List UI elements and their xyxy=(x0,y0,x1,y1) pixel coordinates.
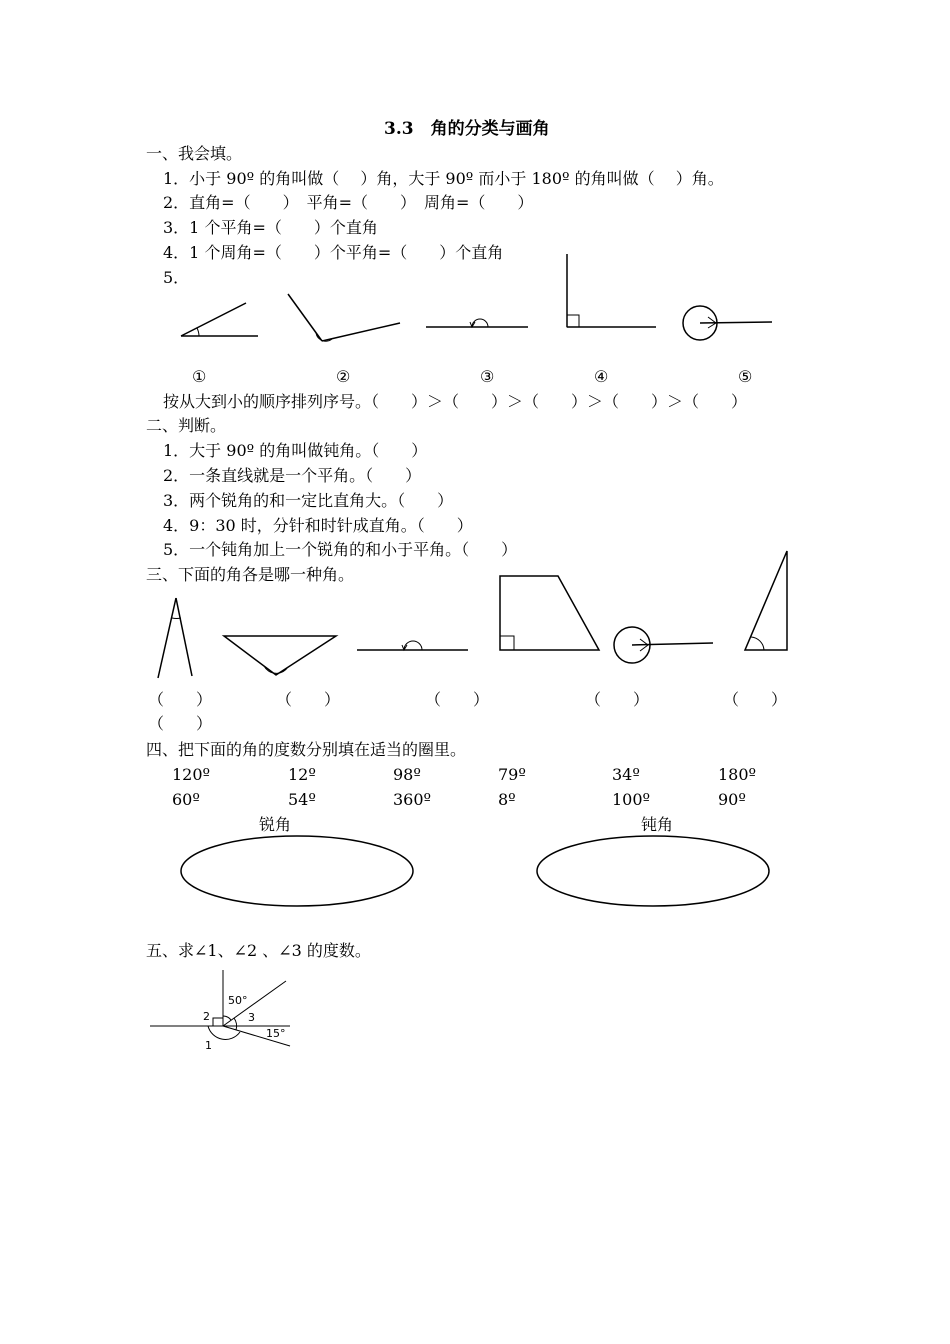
answer-blank-6: （ ） xyxy=(148,714,213,733)
question-1-1: 1．小于 90º 的角叫做（ ）角，大于 90º 而小于 180º 的角叫做（ ）角。 xyxy=(163,169,724,188)
acute-label: 锐角 xyxy=(259,815,292,834)
angle-label-3: 3 xyxy=(248,1011,255,1024)
angle-figure-3 xyxy=(426,319,528,327)
answer-blank-5: （ ） xyxy=(723,690,788,709)
angle-label-15: 15° xyxy=(266,1027,286,1040)
question-1-5: 5． xyxy=(163,268,190,287)
degree-value: 100º xyxy=(612,790,651,809)
judge-item-1: 1．大于 90º 的角叫做钝角。（ ） xyxy=(163,441,428,460)
question-1-2: 2．直角=（ ） 平角=（ ） 周角=（ ） xyxy=(163,193,534,212)
question-1-3: 3．1 个平角=（ ）个直角 xyxy=(163,218,378,237)
degree-value: 180º xyxy=(718,765,757,784)
degree-value: 360º xyxy=(393,790,432,809)
angle-figure-10 xyxy=(614,627,713,663)
degree-value: 79º xyxy=(498,765,526,784)
degree-value: 12º xyxy=(288,765,316,784)
angle-figure-1 xyxy=(181,303,258,336)
degree-value: 120º xyxy=(172,765,211,784)
answer-blank-3: （ ） xyxy=(425,690,490,709)
angle-figure-11 xyxy=(745,551,787,650)
angle-figure-6 xyxy=(158,598,192,678)
degree-value: 34º xyxy=(612,765,640,784)
section1-heading: 一、我会填。 xyxy=(146,144,243,163)
section5-heading: 五、求∠1、∠2 、∠3 的度数。 xyxy=(146,941,371,960)
order-question: 按从大到小的顺序排列序号。（ ）＞（ ）＞（ ）＞（ ）＞（ ） xyxy=(163,392,748,411)
angle-marker-5: ⑤ xyxy=(738,367,753,386)
angle-marker-2: ② xyxy=(336,367,351,386)
section2-heading: 二、判断。 xyxy=(146,416,227,435)
angle-figure-2 xyxy=(288,294,400,341)
obtuse-label: 钝角 xyxy=(641,815,674,834)
angle-label-50: 50° xyxy=(228,994,248,1007)
answer-blank-1: （ ） xyxy=(148,690,213,709)
angle-figure-7 xyxy=(224,636,336,675)
degree-value: 90º xyxy=(718,790,746,809)
angle-figure-8 xyxy=(357,641,468,650)
angle-label-1: 1 xyxy=(205,1039,212,1052)
angle-marker-3: ③ xyxy=(480,367,495,386)
section3-heading: 三、下面的角各是哪一种角。 xyxy=(146,565,355,584)
answer-blank-2: （ ） xyxy=(276,690,341,709)
section4-heading: 四、把下面的角的度数分别填在适当的圈里。 xyxy=(146,740,467,759)
degree-value: 60º xyxy=(172,790,200,809)
angle-figure-9 xyxy=(500,576,599,650)
answer-blank-4: （ ） xyxy=(585,690,650,709)
obtuse-circle xyxy=(537,836,769,906)
judge-item-3: 3．两个锐角的和一定比直角大。（ ） xyxy=(163,491,454,510)
acute-circle xyxy=(181,836,413,906)
page-title: 3.3 角的分类与画角 xyxy=(384,119,550,139)
judge-item-2: 2．一条直线就是一个平角。（ ） xyxy=(163,466,422,485)
angle-marker-4: ④ xyxy=(594,367,609,386)
angle-figure-5 xyxy=(683,306,772,340)
degree-value: 54º xyxy=(288,790,316,809)
angle-figure-4 xyxy=(567,254,656,327)
judge-item-4: 4．9：30 时，分针和时针成直角。（ ） xyxy=(163,516,473,535)
angle-marker-1: ① xyxy=(192,367,207,386)
angle-label-2: 2 xyxy=(203,1010,210,1023)
judge-item-5: 5．一个钝角加上一个锐角的和小于平角。（ ） xyxy=(163,540,518,559)
question-1-4: 4．1 个周角=（ ）个平角=（ ）个直角 xyxy=(163,243,504,262)
degree-value: 8º xyxy=(498,790,516,809)
degree-value: 98º xyxy=(393,765,421,784)
